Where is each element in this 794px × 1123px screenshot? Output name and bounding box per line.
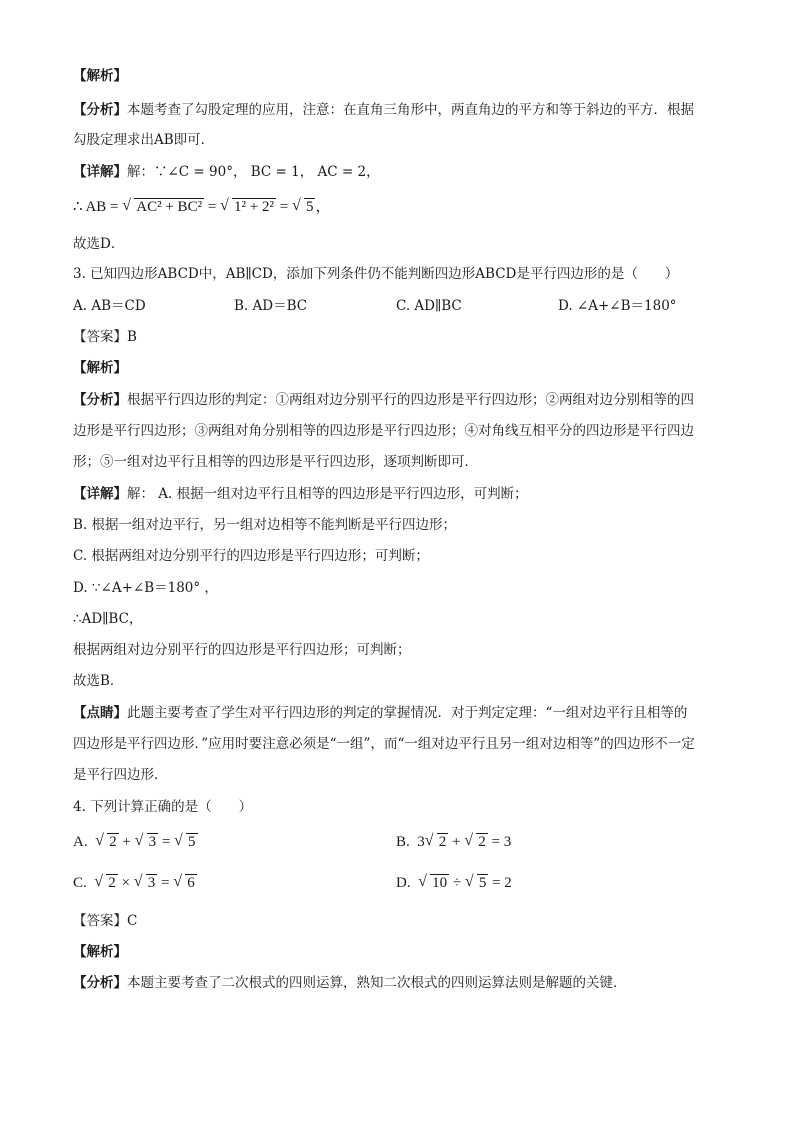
q4-option-b — [396, 830, 511, 854]
q3-note-tag: 【点睛】 — [73, 705, 127, 721]
q4-b-rad-1: 2 — [438, 834, 447, 850]
q4-a-eq: = — [158, 834, 175, 850]
q3-option-c: C. AD∥BC — [396, 298, 462, 314]
q4-stem: 4. 下列计算正确的是（ ） — [73, 799, 253, 815]
q4-b-coef: 3 — [417, 834, 425, 850]
q3-detail-line-c: C. 根据两组对边分别平行的四边形是平行四边形；可判断； — [73, 548, 429, 564]
sqrt-sign — [175, 830, 198, 854]
q2-detail-tag: 【详解】 — [73, 164, 127, 180]
q3-detail-line-a — [73, 484, 528, 504]
sqrt-sign — [95, 871, 118, 895]
q2-jiexi-heading: 【解析】 — [73, 68, 127, 84]
sqrt-sign — [123, 195, 204, 219]
q2-analysis-text-1: 本题考查了勾股定理的应用，注意：在直角三角形中，两直角边的平方和等于斜边的平方．根据 — [127, 102, 694, 118]
q4-option-c — [73, 871, 197, 895]
q4-option-d — [396, 871, 512, 895]
q4-d-op: ÷ — [449, 875, 465, 891]
q2-formula-eq-1: = — [204, 199, 221, 215]
q2-detail-text: 解：∵∠C = 90°， BC = 1， AC = 2， — [127, 164, 380, 180]
q4-b-rad-2: 2 — [478, 834, 486, 850]
sqrt-sign — [221, 195, 276, 219]
sqrt-sign — [135, 871, 158, 895]
sqrt-sign — [293, 195, 316, 219]
q4-analysis-line — [73, 973, 627, 993]
q3-analysis-line-3: 形；⑤一组对边平行且相等的四边形是平行四边形，逐项判断即可． — [73, 454, 478, 470]
q3-option-b: B. AD＝BC — [234, 298, 308, 314]
q3-analysis-line-1 — [73, 390, 694, 410]
q3-note-line-1 — [73, 703, 687, 723]
q4-b-op: + — [448, 834, 465, 850]
q4-option-a — [73, 830, 198, 854]
q4-d-rad-1: 10 — [432, 875, 448, 891]
sqrt-sign — [466, 871, 489, 895]
q2-formula-prefix: ∴ AB = — [73, 199, 123, 215]
q4-a-rad-2: 3 — [148, 834, 157, 850]
q4-option-a-label: A. — [73, 834, 88, 850]
q2-formula-radicand-3: 5 — [305, 199, 314, 215]
q2-answer: 故选D． — [73, 236, 125, 252]
q3-jiexi-heading: 【解析】 — [73, 360, 127, 376]
q4-c-rad-1: 2 — [108, 875, 116, 891]
sqrt-sign — [426, 830, 449, 854]
q4-a-rad-3: 5 — [188, 834, 196, 850]
q3-option-d: D. ∠A+∠B＝180° — [558, 298, 677, 314]
sqrt-sign — [419, 871, 449, 895]
q4-a-op: + — [118, 834, 135, 850]
q2-analysis-line-2: 勾股定理求出AB即可． — [73, 132, 215, 148]
sqrt-sign — [136, 830, 159, 854]
q3-detail-line-d3: 根据两组对边分别平行的四边形是平行四边形；可判断； — [73, 642, 411, 658]
sqrt-sign — [96, 830, 119, 854]
sqrt-sign — [465, 830, 488, 854]
q4-analysis-text: 本题主要考查了二次根式的四则运算，熟知二次根式的四则运算法则是解题的关键． — [127, 975, 627, 991]
q2-formula-radicand-1: AC² + BC² — [136, 199, 203, 215]
q3-final-answer: 故选B． — [73, 673, 124, 689]
q2-formula-radicand-2: 1² + 2² — [234, 199, 275, 215]
q4-option-b-label: B. — [396, 834, 410, 850]
q3-note-line-2: 四边形是平行四边形．”应用时要注意必须是“一组”，而“一组对边平行且另一组对边相等”的四边形不一定 — [73, 736, 695, 752]
q4-c-rad-3: 6 — [187, 875, 195, 891]
q4-d-eq: = 2 — [488, 875, 512, 891]
q2-formula-suffix: ， — [315, 199, 331, 215]
q4-c-rad-2: 3 — [147, 875, 156, 891]
q4-answer-line: 【答案】C — [73, 913, 138, 929]
q3-detail-line-d1: D. ∵∠A+∠B＝180° ， — [73, 580, 218, 596]
sqrt-sign — [174, 871, 197, 895]
q4-a-rad-1: 2 — [109, 834, 117, 850]
q4-option-c-label: C. — [73, 875, 87, 891]
q3-detail-tag: 【详解】 — [73, 486, 127, 502]
q2-formula — [73, 195, 331, 219]
q3-note-line-3: 是平行四边形． — [73, 767, 168, 783]
q4-c-op: × — [117, 875, 134, 891]
q2-detail-line — [73, 162, 380, 182]
q3-detail-text-a: 解： A. 根据一组对边平行且相等的四边形是平行四边形，可判断； — [127, 486, 528, 502]
q3-stem: 3. 已知四边形ABCD中，AB∥CD，添加下列条件仍不能判断四边形ABCD是平行四边形的是（ ） — [73, 266, 679, 282]
q2-analysis-line-1 — [73, 100, 694, 120]
q2-formula-eq-2: = — [276, 199, 292, 215]
q4-jiexi-heading: 【解析】 — [73, 944, 127, 960]
q2-analysis-tag: 【分析】 — [73, 102, 127, 118]
q3-option-a: A. AB＝CD — [73, 298, 146, 314]
q4-option-d-label: D. — [396, 875, 411, 891]
q3-analysis-line-2: 边形是平行四边形；③两组对角分别相等的四边形是平行四边形；④对角线互相平分的四边形是平行四边 — [73, 423, 694, 439]
q3-analysis-tag: 【分析】 — [73, 392, 127, 408]
q3-detail-line-b: B. 根据一组对边平行，另一组对边相等不能判断是平行四边形； — [73, 517, 457, 533]
q3-detail-line-d2: ∴AD∥BC， — [73, 611, 143, 627]
q4-d-rad-2: 5 — [478, 875, 487, 891]
q4-analysis-tag: 【分析】 — [73, 975, 127, 991]
q3-answer-line: 【答案】B — [73, 329, 137, 345]
q3-note-text-1: 此题主要考查了学生对平行四边形的判定的掌握情况．对于判定定理：“一组对边平行且相等的 — [127, 705, 688, 721]
q4-b-eq: = 3 — [487, 834, 512, 850]
q3-analysis-text-1: 根据平行四边形的判定：①两组对边分别平行的四边形是平行四边形；②两组对边分别相等的四 — [127, 392, 694, 408]
q4-c-eq: = — [157, 875, 174, 891]
